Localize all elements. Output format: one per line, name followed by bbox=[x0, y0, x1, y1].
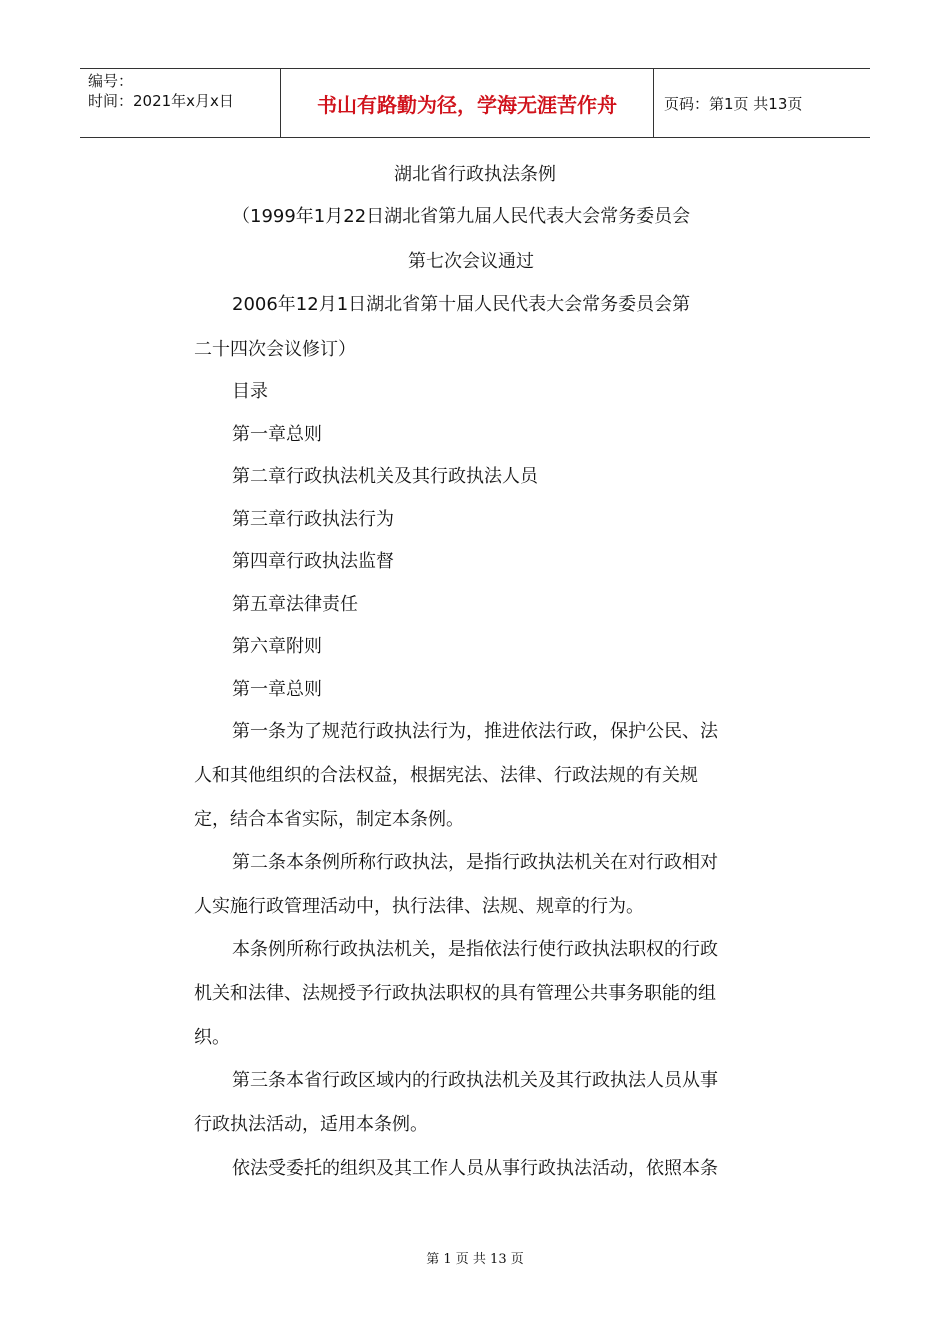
body-line: 二十四次会议修订） bbox=[194, 339, 356, 360]
page-footer: 第 1 页 共 13 页 bbox=[426, 1252, 524, 1267]
body-line: 第一条为了规范行政执法行为，推进依法行政，保护公民、法 bbox=[232, 721, 718, 742]
header-meta-cell bbox=[80, 69, 281, 137]
body-line: 目录 bbox=[232, 381, 268, 402]
body-line: 2006年12月1日湖北省第十届人民代表大会常务委员会第 bbox=[232, 294, 691, 315]
body-line: 机关和法律、法规授予行政执法职权的具有管理公共事务职能的组 bbox=[194, 983, 716, 1004]
body-line: 依法受委托的组织及其工作人员从事行政执法活动，依照本条 bbox=[232, 1158, 718, 1179]
body-line: 第六章附则 bbox=[232, 636, 322, 657]
body-line: 第一章总则 bbox=[232, 424, 322, 445]
page-info: 页码：第1页 共13页 bbox=[664, 94, 803, 113]
body-line: 第四章行政执法监督 bbox=[232, 551, 394, 572]
body-line: 第三章行政执法行为 bbox=[232, 509, 394, 530]
body-line: 第二章行政执法机关及其行政执法人员 bbox=[232, 466, 538, 487]
body-line: 第二条本条例所称行政执法，是指行政执法机关在对行政相对 bbox=[232, 852, 718, 873]
body-line: 本条例所称行政执法机关，是指依法行使行政执法职权的行政 bbox=[232, 939, 718, 960]
body-line: 定，结合本省实际，制定本条例。 bbox=[194, 809, 464, 830]
motto: 书山有路勤为径，学海无涯苦作舟 bbox=[281, 69, 654, 137]
body-line: 第五章法律责任 bbox=[232, 594, 358, 615]
header-table bbox=[80, 68, 870, 138]
body-line: 人和其他组织的合法权益，根据宪法、法律、行政法规的有关规 bbox=[194, 765, 698, 786]
number-label: 编号： bbox=[88, 72, 134, 90]
body-line: 行政执法活动，适用本条例。 bbox=[194, 1114, 428, 1135]
body-line: 织。 bbox=[194, 1027, 230, 1048]
body-line: 第七次会议通过 bbox=[408, 251, 534, 272]
document-title: 湖北省行政执法条例 bbox=[394, 164, 556, 185]
body-line: 人实施行政管理活动中，执行法律、法规、规章的行为。 bbox=[194, 896, 644, 917]
body-line: 第三条本省行政区域内的行政执法机关及其行政执法人员从事 bbox=[232, 1070, 718, 1091]
time-label: 时间：2021年x月x日 bbox=[88, 92, 234, 110]
body-line: （1999年1月22日湖北省第九届人民代表大会常务委员会 bbox=[232, 206, 691, 227]
body-line: 第一章总则 bbox=[232, 679, 322, 700]
